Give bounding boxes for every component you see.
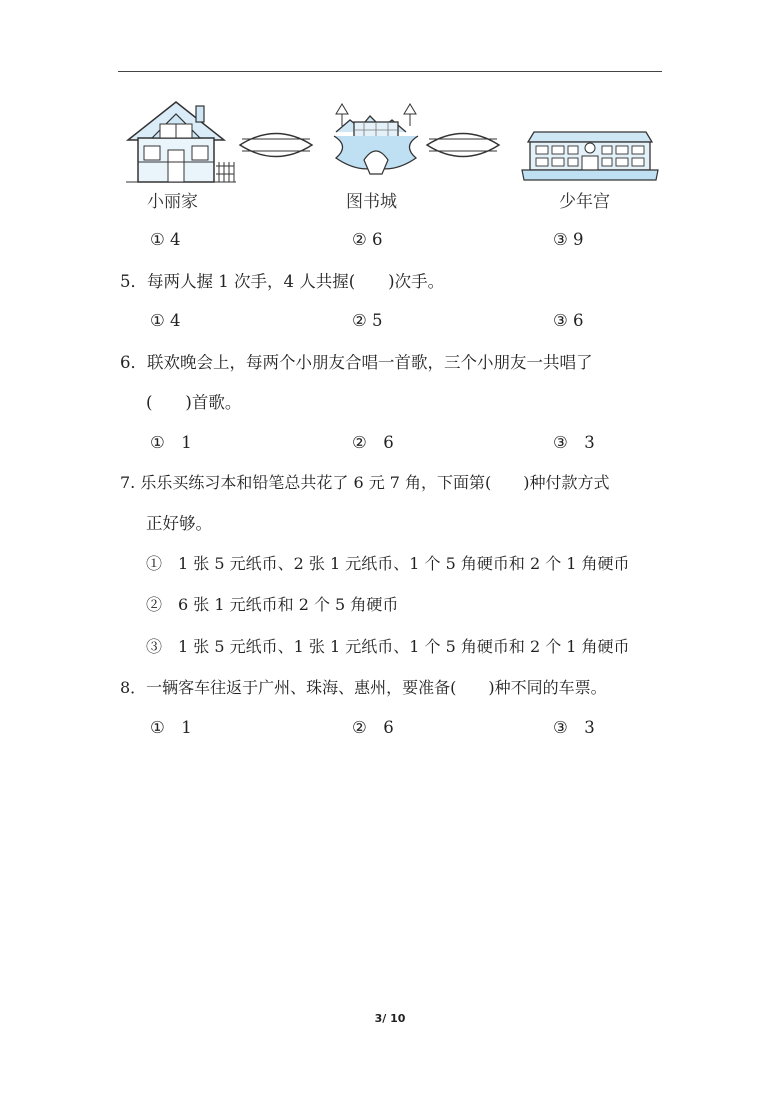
q8-option-2[interactable]: ② 6	[352, 718, 394, 737]
q7-question-line-2: 正好够。	[146, 514, 212, 533]
book-city-illustration	[330, 102, 422, 182]
route-connector-2	[425, 128, 501, 166]
header-rule	[118, 71, 662, 72]
house-illustration	[124, 100, 236, 184]
q7-option-1[interactable]: ① 1 张 5 元纸币、2 张 1 元纸币、1 个 5 角硬币和 2 个 1 角硬币	[146, 554, 630, 573]
q5-option-3[interactable]: ③ 6	[553, 311, 584, 330]
q4-option-3[interactable]: ③ 9	[553, 230, 584, 249]
q6-option-3[interactable]: ③ 3	[553, 433, 595, 452]
route-connector-1	[238, 128, 314, 166]
q8-option-1[interactable]: ① 1	[150, 718, 192, 737]
q5-option-2[interactable]: ② 5	[352, 311, 383, 330]
place-label-book-city: 图书城	[346, 192, 397, 212]
q5-question: 5．每两人握 1 次手，4 人共握( )次手。	[120, 272, 445, 291]
place-label-home: 小丽家	[147, 192, 198, 212]
q6-option-2[interactable]: ② 6	[352, 433, 394, 452]
q6-option-1[interactable]: ① 1	[150, 433, 192, 452]
q8-option-3[interactable]: ③ 3	[553, 718, 595, 737]
place-label-childrens-palace: 少年宫	[559, 192, 610, 212]
q6-question-line-2: ( )首歌。	[146, 393, 242, 412]
q8-question: 8．一辆客车往返于广州、珠海、惠州，要准备( )种不同的车票。	[120, 678, 607, 697]
q7-option-2[interactable]: ② 6 张 1 元纸币和 2 个 5 角硬币	[146, 595, 399, 614]
q7-question-line-1: 7. 乐乐买练习本和铅笔总共花了 6 元 7 角，下面第( )种付款方式	[120, 473, 610, 492]
page-number: 3/ 10	[374, 1012, 406, 1025]
childrens-palace-illustration	[520, 124, 660, 182]
q6-question-line-1: 6．联欢晚会上，每两个小朋友合唱一首歌，三个小朋友一共唱了	[120, 353, 593, 372]
q4-option-1[interactable]: ① 4	[150, 230, 181, 249]
q5-option-1[interactable]: ① 4	[150, 311, 181, 330]
q4-option-2[interactable]: ② 6	[352, 230, 383, 249]
q7-option-3[interactable]: ③ 1 张 5 元纸币、1 张 1 元纸币、1 个 5 角硬币和 2 个 1 角硬币	[146, 637, 630, 656]
